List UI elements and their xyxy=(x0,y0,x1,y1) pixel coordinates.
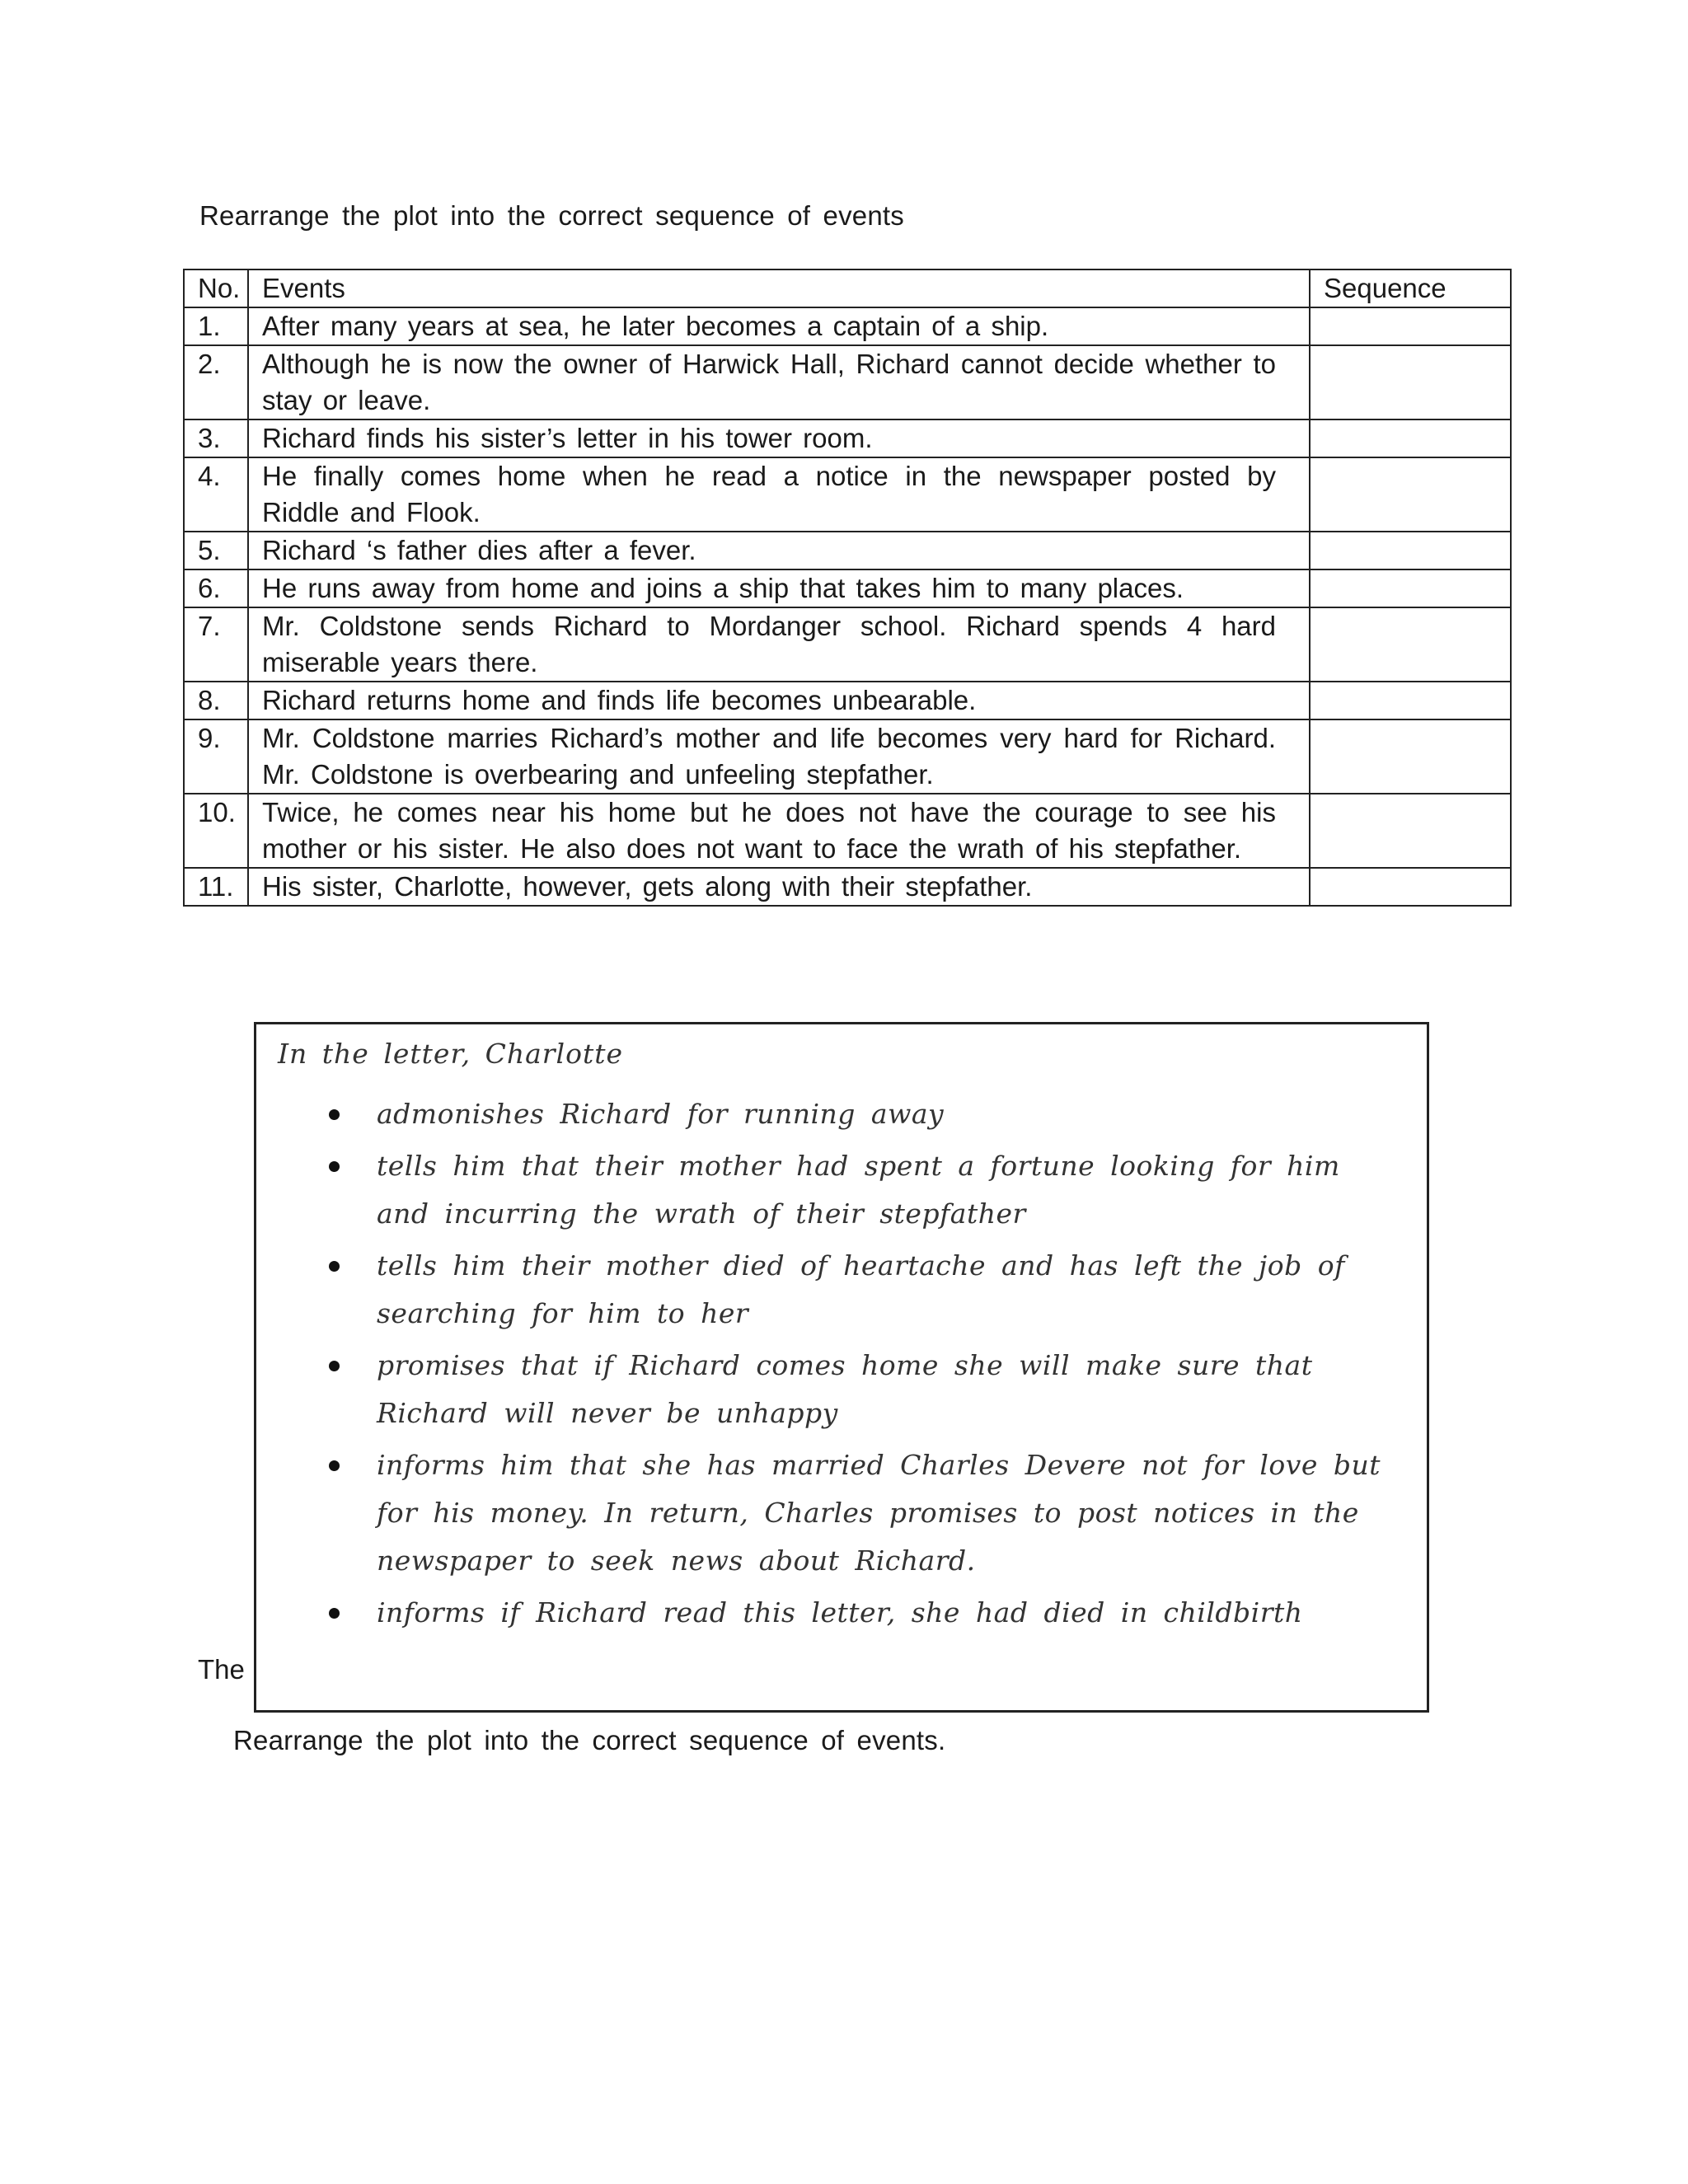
table-row xyxy=(184,794,1511,868)
list-item-text: tells him that their mother had spent a fortune looking for him and incurring the wrath of their stepfather xyxy=(377,1150,1340,1230)
bullet-icon xyxy=(329,1608,340,1619)
table-row xyxy=(184,682,1511,719)
table-header-row xyxy=(184,269,1511,307)
stray-label: The xyxy=(198,1654,245,1685)
row-number: 5. xyxy=(184,532,248,569)
row-event: He finally comes home when he read a notice in the newspaper posted by Riddle and Flook. xyxy=(248,457,1310,532)
row-event: Mr. Coldstone sends Richard to Mordanger school. Richard spends 4 hard miserable years there. xyxy=(248,607,1310,682)
row-event: Richard finds his sister’s letter in his tower room. xyxy=(248,419,1310,457)
instruction-heading: Rearrange the plot into the correct sequence of events xyxy=(199,200,904,231)
list-item xyxy=(256,1090,1410,1138)
row-number: 9. xyxy=(184,719,248,794)
table-row xyxy=(184,419,1511,457)
table-row xyxy=(184,345,1511,419)
row-event: Richard returns home and finds life becomes unbearable. xyxy=(248,682,1310,719)
row-sequence-cell[interactable] xyxy=(1310,457,1511,532)
row-event: Mr. Coldstone marries Richard’s mother and life becomes very hard for Richard. Mr. Coldstone is overbearing and unfeeling stepfather. xyxy=(248,719,1310,794)
row-number: 7. xyxy=(184,607,248,682)
bullet-icon xyxy=(329,1161,340,1172)
row-sequence-cell[interactable] xyxy=(1310,307,1511,345)
row-sequence-cell[interactable] xyxy=(1310,794,1511,868)
table-row xyxy=(184,607,1511,682)
row-event: Although he is now the owner of Harwick Hall, Richard cannot decide whether to stay or leave. xyxy=(248,345,1310,419)
row-sequence-cell[interactable] xyxy=(1310,345,1511,419)
bullet-icon xyxy=(329,1109,340,1120)
bullet-icon xyxy=(329,1361,340,1371)
table-row xyxy=(184,569,1511,607)
table-row xyxy=(184,457,1511,532)
row-event: His sister, Charlotte, however, gets along with their stepfather. xyxy=(248,868,1310,906)
row-number: 8. xyxy=(184,682,248,719)
list-item-text: tells him their mother died of heartache and has left the job of searching for him to her xyxy=(377,1249,1345,1329)
row-event: Twice, he comes near his home but he does not have the courage to see his mother or his sister. He also does not want to face the wrath of his stepfather. xyxy=(248,794,1310,868)
list-item-text: informs him that she has married Charles Devere not for love but for his money. In return, Charles promises to post notices in the newspaper to seek news about Richard. xyxy=(377,1449,1381,1577)
table-row xyxy=(184,868,1511,906)
header-events: Events xyxy=(248,269,1310,307)
row-event: He runs away from home and joins a ship that takes him to many places. xyxy=(248,569,1310,607)
header-sequence: Sequence xyxy=(1310,269,1511,307)
row-sequence-cell[interactable] xyxy=(1310,569,1511,607)
list-item-text: informs if Richard read this letter, she had died in childbirth xyxy=(377,1596,1303,1629)
row-number: 1. xyxy=(184,307,248,345)
list-item-text: admonishes Richard for running away xyxy=(377,1098,945,1130)
row-number: 11. xyxy=(184,868,248,906)
row-event: After many years at sea, he later becomes a captain of a ship. xyxy=(248,307,1310,345)
row-sequence-cell[interactable] xyxy=(1310,719,1511,794)
bullet-icon xyxy=(329,1261,340,1272)
list-item xyxy=(256,1441,1410,1585)
list-item xyxy=(256,1342,1410,1437)
row-sequence-cell[interactable] xyxy=(1310,419,1511,457)
row-number: 2. xyxy=(184,345,248,419)
list-item xyxy=(256,1242,1410,1338)
row-number: 10. xyxy=(184,794,248,868)
list-item xyxy=(256,1589,1410,1637)
row-number: 3. xyxy=(184,419,248,457)
table-row xyxy=(184,719,1511,794)
row-event: Richard ‘s father dies after a fever. xyxy=(248,532,1310,569)
row-sequence-cell[interactable] xyxy=(1310,868,1511,906)
header-no: No. xyxy=(184,269,248,307)
letter-summary-box xyxy=(254,1022,1429,1713)
row-sequence-cell[interactable] xyxy=(1310,532,1511,569)
row-number: 4. xyxy=(184,457,248,532)
table-row xyxy=(184,307,1511,345)
letter-intro: In the letter, Charlotte xyxy=(278,1038,624,1070)
list-item-text: promises that if Richard comes home she will make sure that Richard will never be unhappy xyxy=(377,1349,1313,1429)
events-table xyxy=(183,269,1512,907)
letter-points-list xyxy=(256,1090,1410,1641)
table-row xyxy=(184,532,1511,569)
row-sequence-cell[interactable] xyxy=(1310,682,1511,719)
instruction-heading-bottom: Rearrange the plot into the correct sequence of events. xyxy=(233,1725,946,1755)
row-number: 6. xyxy=(184,569,248,607)
list-item xyxy=(256,1142,1410,1238)
row-sequence-cell[interactable] xyxy=(1310,607,1511,682)
bullet-icon xyxy=(329,1460,340,1471)
